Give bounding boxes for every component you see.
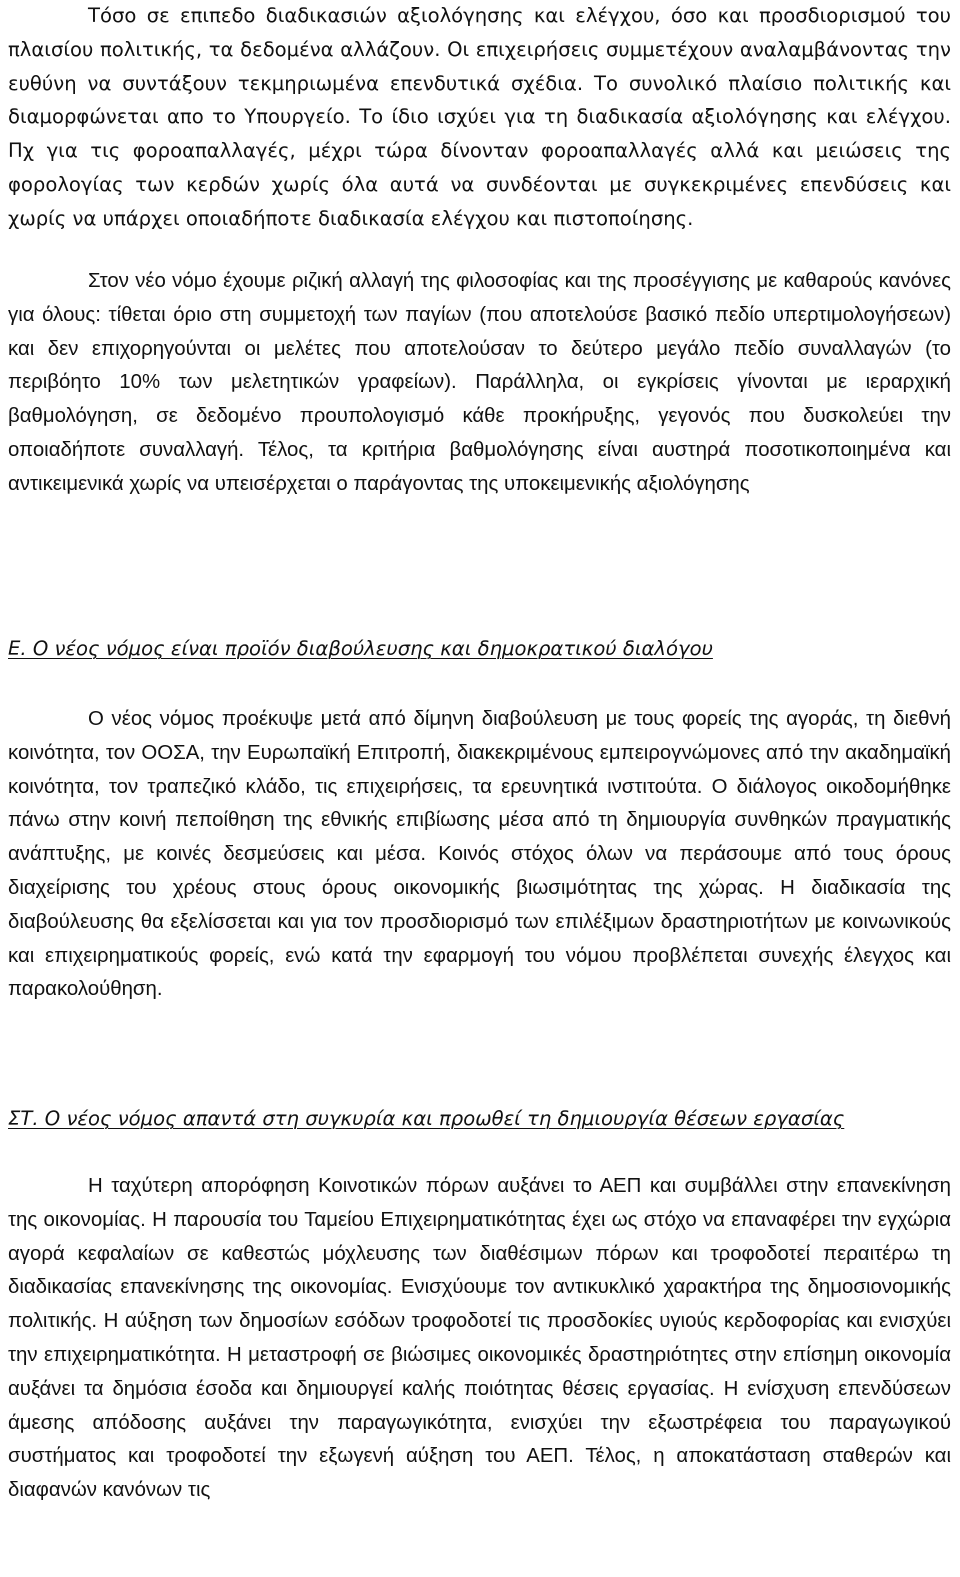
- paragraph-consultation: Ο νέος νόμος προέκυψε μετά από δίμηνη διαβούλευση με τους φορείς της αγοράς, τη διεθνή κοινότητα, τον ΟΟΣΑ, την Ευρωπαϊκή Επιτροπή, διακεκριμένους εμπειρογνώμονες από την ακαδημαϊκή κοινότητα, τον τραπεζικό κλάδο, τις επιχειρήσεις, τα ερευνητικά ινστιτούτα. Ο διάλογος οικοδομήθηκε πάνω στην κοινή πεποίθηση της εθνικής επιβίωσης μέσα από τη δημιουργία συνθηκών πραγματικής ανάπτυξης, με κοινές δεσμεύσεις και μέσα. Κοινός στόχος όλων να περάσουμε από τους όρους διαχείρισης του χρέους στους όρους οικονομικής βιωσιμότητας της χώρας. Η διαδικασία της διαβούλευσης θα εξελίσσεται και για τον προσδιορισμό των επιλέξιμων δραστηριοτήτων με κοινωνικούς και επιχειρηματικούς φορείς, ενώ κατά την εφαρμογή του νόμου προβλέπεται συνεχής έλεγχος και παρακολούθηση.: [8, 708, 951, 1001]
- section-heading-e: Ε. Ο νέος νόμος είναι προϊόν διαβούλευσης και δημοκρατικού διαλόγου: [8, 637, 713, 660]
- paragraph-new-law-philosophy: Στον νέο νόμο έχουμε ριζική αλλαγή της φιλοσοφίας και της προσέγγισης με καθαρούς κανόνες για όλους: τίθεται όριο στη συμμετοχή των παγίων (που αποτελούσε βασικό πεδίο υπερτιμολογήσεων) και δεν επιχορηγούνται οι μελέτες που αποτελούσαν το δεύτερο μεγάλο πεδίο συναλλαγών (το περιβόητο 10% των μελετητικών γραφείων). Παράλληλα, οι εγκρίσεις γίνονται με ιεραρχική βαθμολόγηση, σε δεδομένο προυπολογισμό κάθε προκήρυξης, γεγονός που δυσκολεύει την οποιαδήποτε συναλλαγή. Τέλος, τα κριτήρια βαθμολόγησης είναι αυστηρά ποσοτικοποιημένα και αντικειμενικά χωρίς να υπεισέρχεται ο παράγοντας της υποκειμενικής αξιολόγησης: [8, 270, 951, 495]
- paragraph-evaluation-framework: Τόσο σε επιπεδο διαδικασιών αξιολόγησης και ελέγχου, όσο και προσδιορισμού του πλαισίου πολιτικής, τα δεδομένα αλλάζουν. Οι επιχειρήσεις συμμετέχουν αναλαμβάνοντας την ευθύνη να συντάξουν τεκμηριωμένα επενδυτικά σχέδια. Το συνολικό πλαίσιο πολιτικής και διαμορφώνεται απο το Υπουργείο. Το ίδιο ισχύει για τη διαδικασία αξιολόγησης και ελέγχου. Πχ για τις φοροαπαλλαγές, μέχρι τώρα δίνονταν φοροαπαλλαγές αλλά και μειώσεις της φορολογίας των κερδών χωρίς όλα αυτά να συνδέονται με συγκεκριμένες επενδύσεις και χωρίς να υπάρχει οποιαδήποτε διαδικασία ελέγχου και πιστοποίησης.: [8, 4, 951, 230]
- paragraph-employment: Η ταχύτερη απορόφηση Κοινοτικών πόρων αυξάνει το ΑΕΠ και συμβάλλει στην επανεκίνηση της οικονομίας. Η παρουσία του Ταμείου Επιχειρηματικότητας έχει ως στόχο να επαναφέρει την εγχώρια αγορά κεφαλαίων σε καθεστώς μόχλευσης των διαθέσιμων πόρων και τροφοδοτεί περαιτέρω τη διαδικασίας επανεκίνησης της οικονομίας. Ενισχύουμε τον αντικυκλικό χαρακτήρα της δημοσιονομικής πολιτικής. Η αύξηση των δημοσίων εσόδων τροφοδοτεί τις προσδοκίες υγιούς κερδοφορίας και ενισχύει την επιχειρηματικότητα. Η μεταστροφή σε βιώσιμες οικονομικές δραστηριότητες στην επίσημη οικονομία αυξάνει τα δημόσια έσοδα και δημιουργεί καλής ποιότητας θέσεις εργασίας. Η ενίσχυση επενδύσεων άμεσης απόδοσης αυξάνει την παραγωγικότητα, ενισχύει την εξωστρέφεια του παραγωγικού συστήματος και τροφοδοτεί την εξωγενή αύξηση του ΑΕΠ. Τέλος, η αποκατάσταση σταθερών και διαφανών κανόνων τις: [8, 1175, 951, 1502]
- section-heading-st: ΣΤ. Ο νέος νόμος απαντά στη συγκυρία και προωθεί τη δημιουργία θέσεων εργασίας: [8, 1107, 845, 1130]
